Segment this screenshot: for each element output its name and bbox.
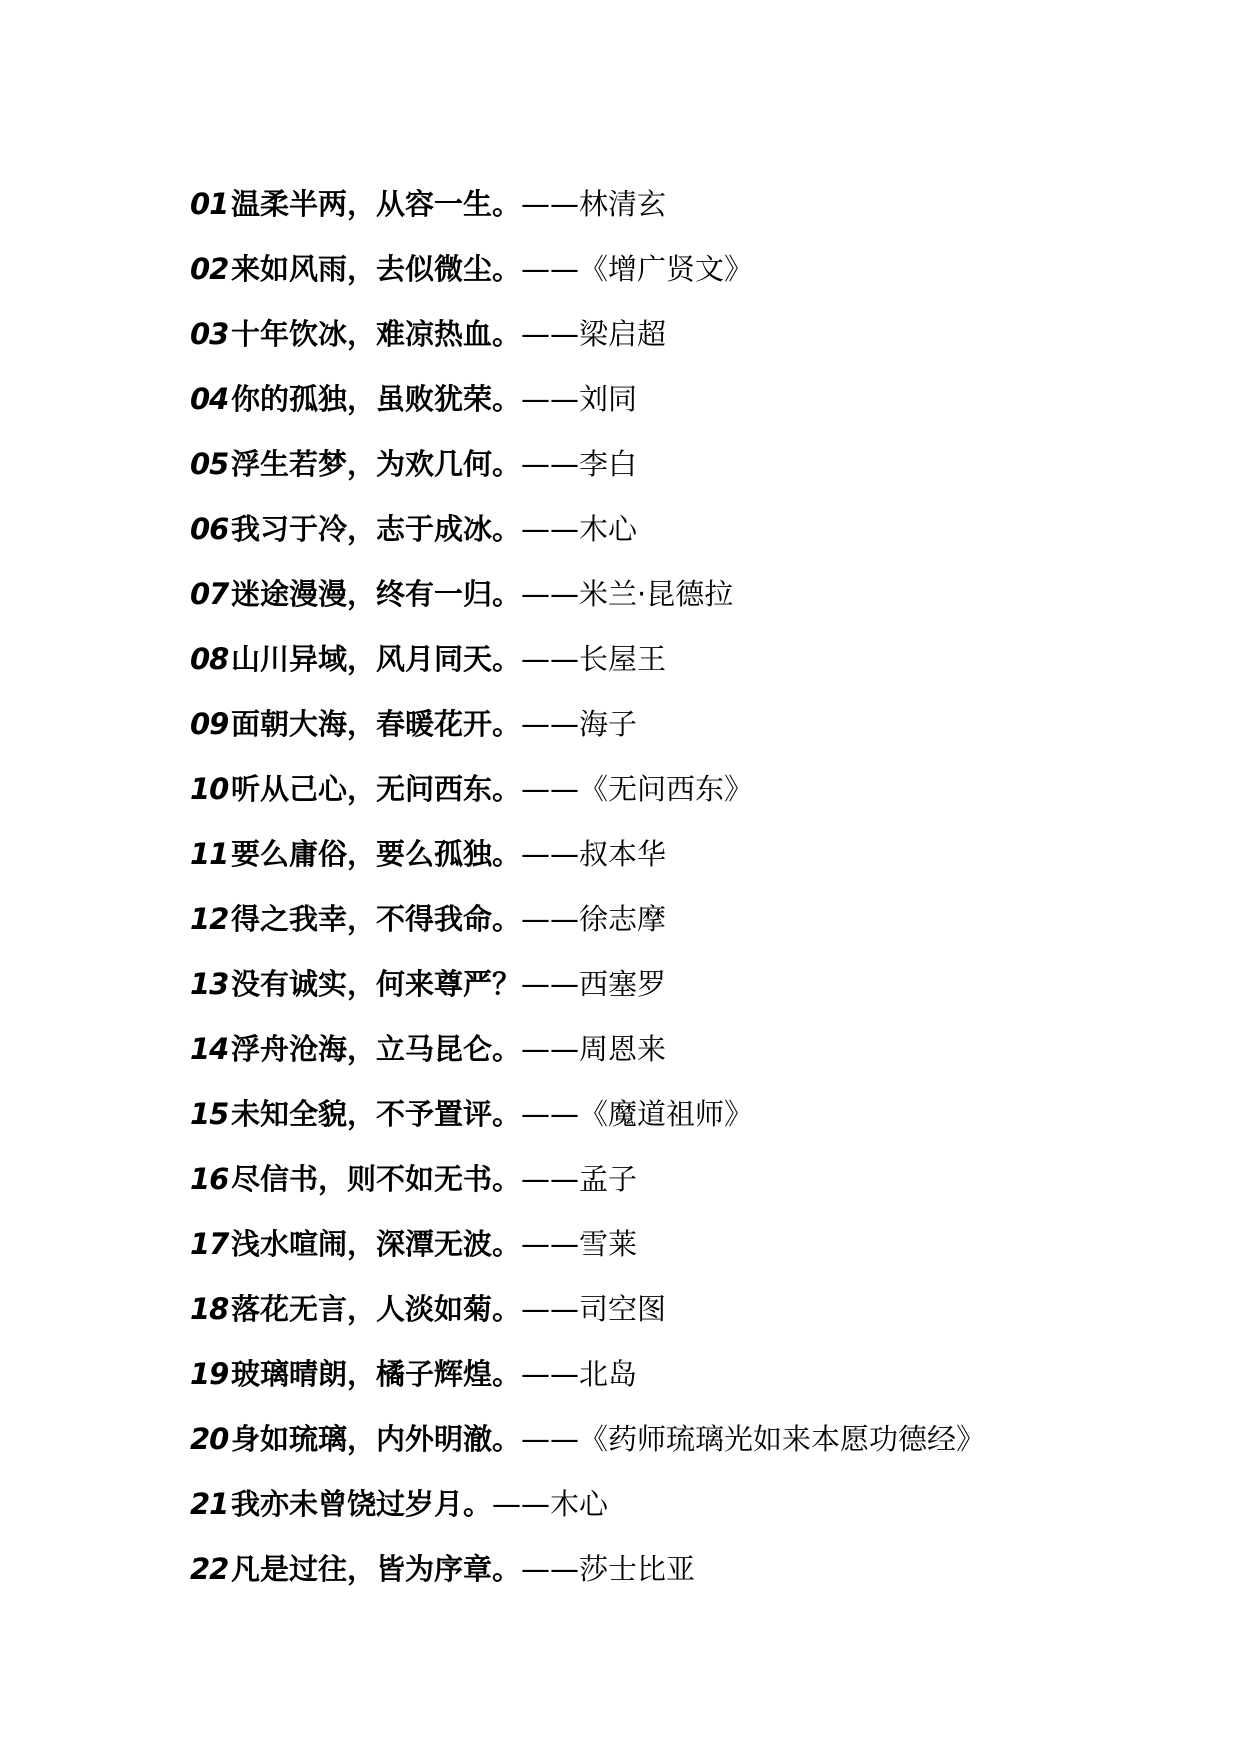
quote-text: 玻璃晴朗，橘子辉煌。: [231, 1356, 522, 1391]
quote-number: 03: [190, 316, 229, 351]
quote-number: 01: [190, 186, 229, 221]
quote-number: 15: [190, 1096, 229, 1131]
quote-text: 浮舟沧海，立马昆仑。: [231, 1031, 522, 1066]
quote-author: ——刘同: [521, 381, 638, 416]
quote-author: ——木心: [492, 1486, 609, 1521]
quote-text: 浮生若梦，为欢几何。: [231, 446, 522, 481]
quote-author: ——木心: [521, 511, 638, 546]
quote-text: 浅水喧闹，深潭无波。: [231, 1226, 522, 1261]
quote-item: [190, 626, 985, 691]
quote-text: 未知全貌，不予置评。: [231, 1096, 522, 1131]
quote-number: 20: [190, 1421, 229, 1456]
quote-author: ——长屋王: [521, 641, 667, 676]
quote-item: [190, 561, 985, 626]
quote-item: [190, 171, 985, 236]
quote-text: 身如琉璃，内外明澈。: [231, 1421, 522, 1456]
quote-number: 05: [190, 446, 229, 481]
quote-text: 十年饮冰，难凉热血。: [231, 316, 522, 351]
quote-author: ——西塞罗: [521, 966, 667, 1001]
quote-item: [190, 1016, 985, 1081]
quote-item: [190, 1081, 985, 1146]
quote-author: ——林清玄: [521, 186, 667, 221]
quote-author: ——梁启超: [521, 316, 667, 351]
quote-item: [190, 1276, 985, 1341]
quote-text: 尽信书，则不如无书。: [231, 1161, 522, 1196]
quote-author: ——莎士比亚: [521, 1551, 696, 1586]
quote-number: 10: [190, 771, 229, 806]
quote-number: 13: [190, 966, 229, 1001]
quote-item: [190, 1471, 985, 1536]
quote-author: ——《无问西东》: [521, 771, 754, 806]
quote-number: 06: [190, 511, 229, 546]
quote-text: 听从己心，无问西东。: [231, 771, 522, 806]
quote-text: 没有诚实，何来尊严？: [231, 966, 522, 1001]
quote-item: [190, 951, 985, 1016]
quote-text: 来如风雨，去似微尘。: [231, 251, 522, 286]
quote-text: 你的孤独，虽败犹荣。: [231, 381, 522, 416]
quote-author: ——《药师琉璃光如来本愿功德经》: [521, 1421, 986, 1456]
quote-number: 16: [190, 1161, 229, 1196]
quote-item: [190, 691, 985, 756]
quote-number: 08: [190, 641, 229, 676]
quote-author: ——徐志摩: [521, 901, 667, 936]
quote-number: 17: [190, 1226, 229, 1261]
quote-author: ——海子: [521, 706, 638, 741]
quote-author: ——米兰·昆德拉: [521, 576, 734, 611]
quote-number: 12: [190, 901, 229, 936]
quote-text: 山川异域，风月同天。: [231, 641, 522, 676]
quote-author: ——《增广贤文》: [521, 251, 754, 286]
quote-number: 02: [190, 251, 229, 286]
quote-author: ——李白: [521, 446, 638, 481]
quote-number: 07: [190, 576, 229, 611]
quote-number: 22: [190, 1551, 229, 1586]
quote-item: [190, 1341, 985, 1406]
quote-item: [190, 1406, 985, 1471]
quote-number: 04: [190, 381, 229, 416]
quote-item: [190, 886, 985, 951]
quote-text: 落花无言，人淡如菊。: [231, 1291, 522, 1326]
quote-author: ——《魔道祖师》: [521, 1096, 754, 1131]
quote-text: 温柔半两，从容一生。: [231, 186, 522, 221]
quote-author: ——周恩来: [521, 1031, 667, 1066]
quote-text: 面朝大海，春暖花开。: [231, 706, 522, 741]
quote-item: [190, 431, 985, 496]
quote-author: ——叔本华: [521, 836, 667, 871]
quote-number: 14: [190, 1031, 229, 1066]
quote-list: [190, 171, 985, 1601]
quote-item: [190, 756, 985, 821]
quote-number: 21: [190, 1486, 229, 1521]
quote-number: 09: [190, 706, 229, 741]
quote-item: [190, 366, 985, 431]
quote-number: 11: [190, 836, 229, 871]
quote-item: [190, 1211, 985, 1276]
quote-author: ——雪莱: [521, 1226, 638, 1261]
quote-author: ——孟子: [521, 1161, 638, 1196]
quote-item: [190, 496, 985, 561]
quote-number: 19: [190, 1356, 229, 1391]
quote-number: 18: [190, 1291, 229, 1326]
quote-text: 得之我幸，不得我命。: [231, 901, 522, 936]
quote-text: 我习于冷，志于成冰。: [231, 511, 522, 546]
quote-text: 我亦未曾饶过岁月。: [231, 1486, 493, 1521]
quote-item: [190, 236, 985, 301]
quote-item: [190, 1536, 985, 1601]
quote-text: 凡是过往，皆为序章。: [231, 1551, 522, 1586]
quote-author: ——司空图: [521, 1291, 667, 1326]
quote-text: 迷途漫漫，终有一归。: [231, 576, 522, 611]
quote-item: [190, 821, 985, 886]
quote-item: [190, 301, 985, 366]
quote-author: ——北岛: [521, 1356, 638, 1391]
quote-item: [190, 1146, 985, 1211]
quote-text: 要么庸俗，要么孤独。: [231, 836, 522, 871]
